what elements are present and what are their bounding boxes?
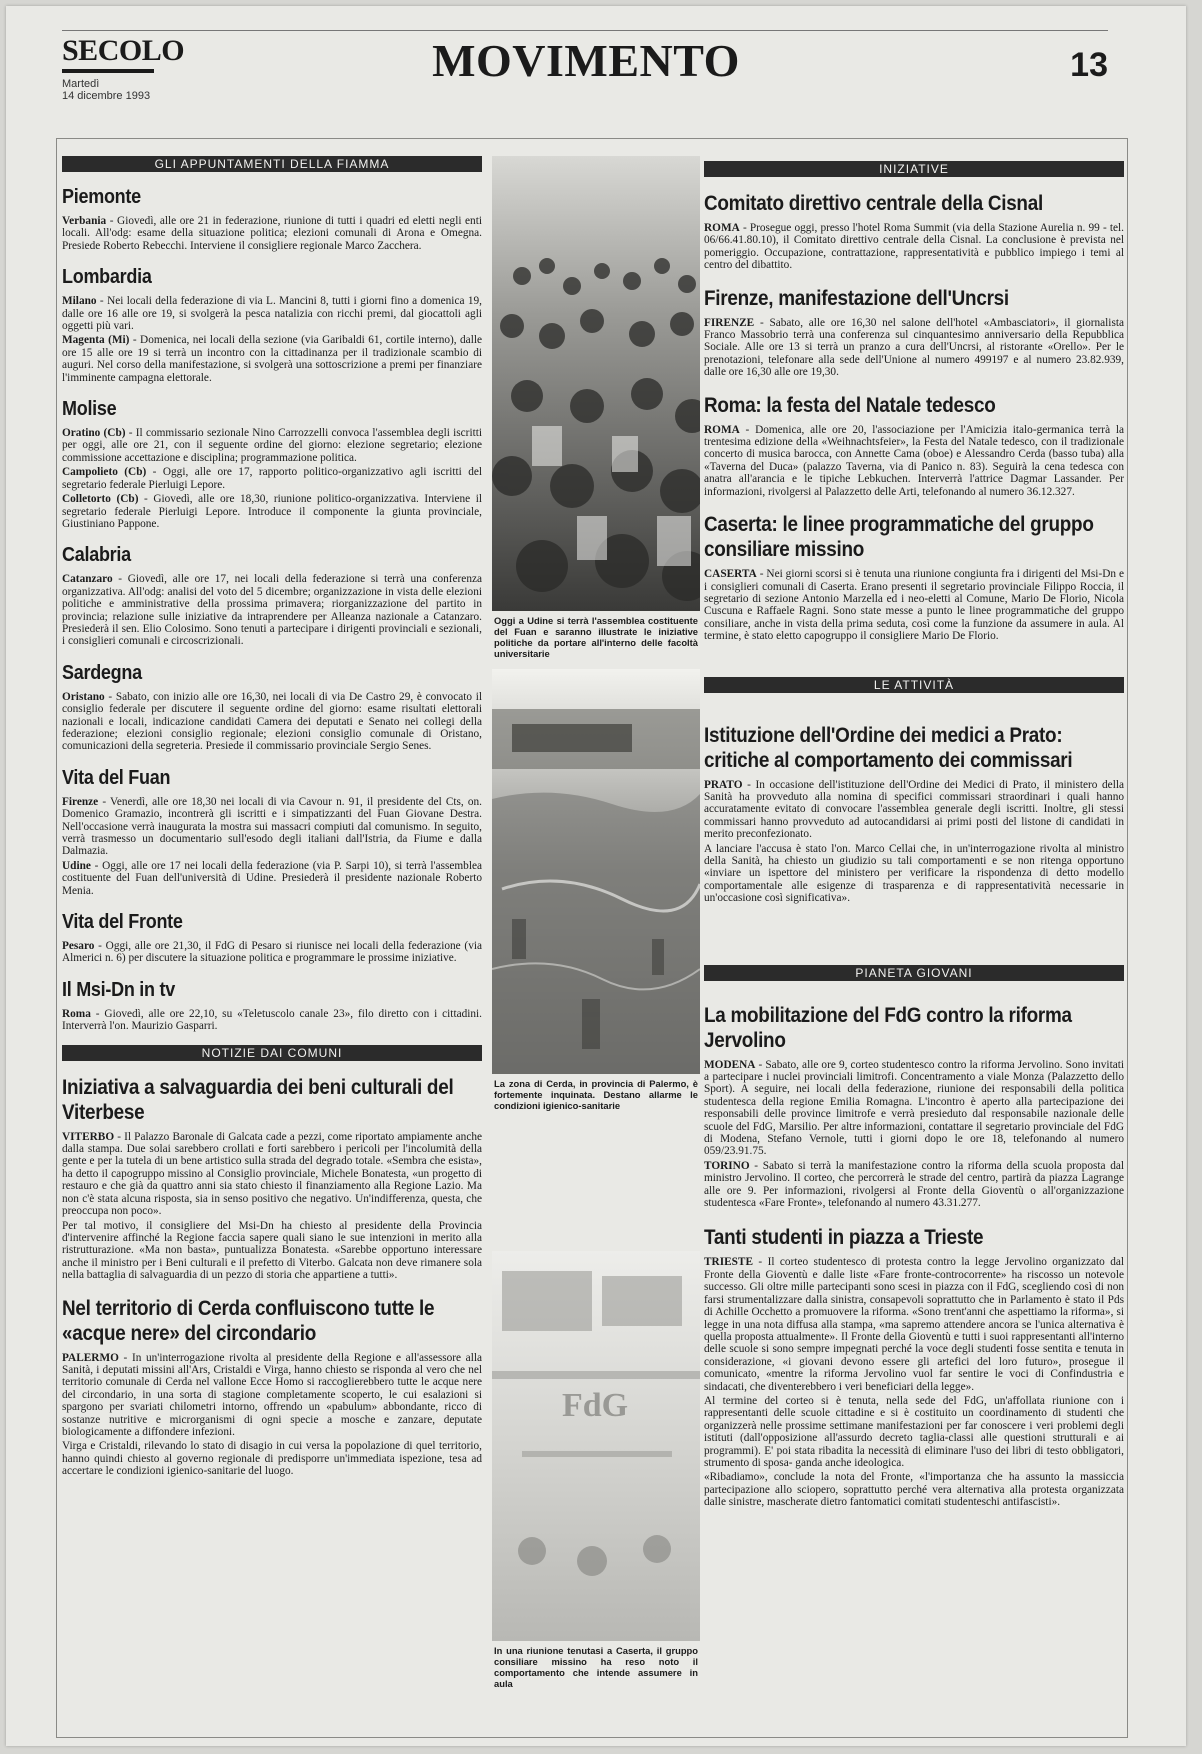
dateline-place: TORINO [704,1159,750,1172]
paragraph [62,1131,482,1218]
newspaper-logo: SECOLO [62,34,185,67]
paragraph [704,843,1124,905]
paragraph-text: - Nei locali della federazione di via L. Mancini 8, tutti i giorni fino a domenica 19, dalle ore 16 alle ore 19, si svolgerà la pesca natalizia con ricchi premi, dal giocattoli agli oggetti più vari. [62,295,482,333]
right-column [704,161,1124,1726]
dateline-place: Udine [62,859,91,872]
section-banner-notizie: NOTIZIE DAI COMUNI [62,1045,482,1061]
paragraph-text: - Venerdì, alle ore 18,30 nei locali di via Cavour n. 91, il presidente del Cts, on. Domenico Gramazio, incontrerà gli iscritti e i simpatizzanti del Fuan Giovane Destra. Nell'occasione verrà inaugurata la mostra sui massacri compiuti dal comunismo. In seguito, verrà trasmesso un documentario sull'esodo degli italiani dall'Istria, da Fiume e dalla Dalmazia. [62,795,482,858]
dateline-place: Colletorto (Cb) [62,493,139,506]
meeting-image [492,1251,700,1641]
photo-caption: Oggi a Udine si terrà l'assemblea costituente del Fuan e saranno illustrate le iniziative politiche da portare all'interno delle facoltà universitarie [494,615,698,659]
page-number: 13 [1070,46,1108,84]
region-heading: Calabria [62,544,131,567]
paragraph-text: - Domenica, nei locali della sezione (via Garibaldi 61, cortile interno), dalle ore 15 alle ore 19 si terrà un incontro con la cittadinanza per il tradizionale scambio di auguri. Nel corso della manifestazione, si svolgerà una sottoscrizione a premi per finanziare l'imminente campagna elettorale. [62,334,482,384]
paragraph-text: - Sabato si terrà la manifestazione contro la riforma della scuola proposta dal ministro Jervolino. Il corteo, che percorrerà le strade del centro, partirà da piazza Lagrange alle ore 9. Per informazioni, rivolgersi al Fronte della Gioventù o all'organizzazione studentesca «Fare Fronte», telefonando al numero 43.31.277. [704,1159,1124,1210]
section-title: MOVIMENTO [432,35,740,86]
dateline-place: PRATO [704,778,743,791]
dateline-place: Catanzaro [62,573,113,586]
section-banner-appuntamenti: GLI APPUNTAMENTI DELLA FIAMMA [62,156,482,172]
region-heading: Vita del Fuan [62,766,171,789]
top-rule [62,30,1108,31]
section-banner-attivita: LE ATTIVITÀ [704,677,1124,693]
paragraph-text: - Prosegue oggi, presso l'hotel Roma Summit (via della Stazione Aurelia n. 99 - tel. 06/66.41.80.10), il Comitato direttivo centrale della Cisnal. La conclusione è prevista nel pomeriggio. Occupazione, contrattazione, rappresentatività e pubblico impiego i temi al centro del dibattito. [704,222,1124,272]
paragraph [704,1160,1124,1210]
paragraph [704,317,1124,379]
fdg-sign-text: FdG [562,1387,629,1424]
paragraph [704,1471,1124,1508]
dateline-place: Oratino (Cb) [62,427,126,440]
region-heading: Il Msi-Dn in tv [62,978,175,1001]
paragraph-text: A lanciare l'accusa è stato l'on. Marco Cellai che, in un'interrogazione rivolta al ministro della Sanità, ha chiesto un giudizio su tali comportamenti e se non ritenga opportuno «inviare un ispettore del ministero per verificare la rispondenza di detto modello comportamentale alle esigenze di trasparenza e di rappresentatività necessarie in un'occasione così significativa». [704,842,1124,905]
newspaper-page [6,6,1186,1746]
dateline-place: ROMA [704,423,740,436]
paragraph [62,466,482,491]
paragraph-text: «Ribadiamo», conclude la nota del Fronte, «l'importanza che ha assunto la massiccia partecipazione allo sciopero, soprattutto perché vera alternativa alla protesta organizzata dalle sinistre, mascherate dietro fantomatici comitati studenteschi antifascisti». [704,1471,1124,1509]
paragraph [62,215,482,252]
date: 14 dicembre 1993 [62,90,151,102]
paragraph [62,427,482,464]
paragraph [62,1352,482,1439]
paragraph-text: - Giovedì, alle ore 17, nei locali della federazione si terrà una conferenza organizzativa. All'odg: analisi del voto del 5 dicembre; organizzazione in vista delle elezioni politiche e amministrative della prossima primavera; riorganizzazione del partito in provincia; relazione sulle iniziative da intraprendere per Alleanza nazionale a Catanzaro. Presiederà il sen. Elio Colosimo. Sono tenuti a partecipare i dirigenti provinciali e sezionali, i consiglieri comunali e circoscrizionali. [62,573,482,648]
paragraph-text: - Sabato, alle ore 9, corteo studentesco contro la riforma Jervolino. Sono invitati a partecipare i nuclei provinciali limitrofi. Concentramento a viale Monza (Palazzetto dello Sport). A seguire, nei locali della federazione, riunione dei responsabili della politica studentesca della regione Emilia Romagna. L'incontro è aperto alla partecipazione dei responsabili delle province limitrofe e verrà presieduto dal responsabile nazionale delle scuole del FdG, Marsilio. Per altre informazioni, contattare il segretario provinciale del FdG di Modena, Stefano Vernole, tutti i giorni dopo le ore 18, telefonando al numero 059/23.91.75. [704,1058,1124,1158]
article-body [704,1256,1124,1508]
dateline-place: Campolieto (Cb) [62,466,147,479]
paragraph [704,568,1124,642]
paragraph-text: Virga e Cristaldi, rilevando lo stato di disagio in cui versa la popolazione di quel territorio, hanno quindi chiesto al governo regionale di predisporre un'immediata ispezione, tesa ad accertare le condizioni igienico-sanitarie del luogo. [62,1440,482,1478]
dateline-place: PALERMO [62,1351,119,1364]
paragraph [704,1256,1124,1392]
article-headline: Caserta: le linee programmatiche del gruppo consiliare missino [704,513,1094,562]
section-banner-pianeta-giovani: PIANETA GIOVANI [704,965,1124,981]
article-body [62,1131,482,1282]
article-headline: Firenze, manifestazione dell'Uncrsi [704,286,1009,310]
dateline [62,78,150,102]
paragraph-text: - Sabato, con inizio alle ore 16,30, nei locali di via De Castro 29, è convocato il consiglio federale per discutere il seguente ordine del giorno: esame risultati elettorali nazionali e locali, indicazione candidati Camera dei deputati e Senato nei collegi della federazione; elezioni consiglio regionale; elezioni consiglio comunale di Oristano, comunicazioni della segreteria. Presiede il commissario provinciale Sergio Senes. [62,690,482,753]
paragraph [704,1395,1124,1469]
paragraph [62,940,482,965]
region-heading: Lombardia [62,266,152,289]
photo-caption: In una riunione tenutasi a Caserta, il gruppo consiliare missino ha reso noto il comportamento che intende assumere in aula [494,1645,698,1689]
paragraph-text: - Oggi, alle ore 17 nei locali della federazione (via P. Sarpi 10), si terrà l'assemblea costituente del Fuan dell'università di Udine. Presiederà il presidente nazionale Roberto Menia. [62,859,482,897]
dateline-place: ROMA [704,222,740,234]
iniziative-articles [704,191,1124,643]
region-heading: Piemonte [62,186,141,208]
paragraph [62,295,482,332]
paragraph-text: Per tal motivo, il consigliere del Msi-Dn ha chiesto al presidente della Provincia d'intervenire affinché la Regione faccia sapere quali siano le sue intenzioni in merito alla ristrutturazione. «Ma non basta», puntualizza Bonatesta. «Sarebbe opportuno interessare anche il ministro per i Beni culturali e il prefetto di Viterbo. Galcata non deve rimanere sola nella battaglia di salvaguardia di un pezzo di storia che appartiene a tutti». [62,1219,482,1282]
dateline-place: FIRENZE [704,316,755,329]
article-headline: Iniziativa a salvaguardia dei beni culturali del Viterbese [62,1075,454,1124]
photo-crowd [492,156,700,659]
dateline-place: Firenze [62,795,99,808]
paragraph-text: - Oggi, alle ore 21,30, il FdG di Pesaro si riunisce nei locali della federazione (via Almerici n. 6) per discutere la situazione politica e programmare le prossime iniziative. [62,940,482,965]
dateline-place: TRIESTE [704,1256,753,1269]
paragraph [62,796,482,858]
paragraph [62,1220,482,1282]
article-headline: La mobilitazione del FdG contro la riforma Jervolino [704,1003,1072,1052]
article-headline: Nel territorio di Cerda confluiscono tutte le «acque nere» del circondario [62,1296,435,1345]
paragraph-text: - In un'interrogazione rivolta al presidente della Regione e all'assessore alla Sanità, i deputati missini all'Ars, Cristaldi e Virga, hanno chiesto se risponda al vero che nel territorio comunale di Cerda nel vallone Ecce Homo si raccoglierebbero tutte le acque nere del circondario, in una sorta di stagione completamente scoperto, le cui esalazioni si spargono per svariati chilometri intorno, offrendo un «pabulum» abbondante, ricco di sostanze nutritive e microrganismi di ogni specie a mosche e zanzare, deputate biologicamente a diffondere infezioni. [62,1351,482,1438]
paragraph [62,860,482,897]
paragraph-text: Al termine del corteo si è tenuta, nella sede del FdG, un'affollata riunione con i rappresentanti delle scuole cittadine e si è costituito un coordinamento di studenti che organizzerà nelle prossime settimane manifestazioni per far conoscere i veri problemi degli istituti (dall'opposizione all'assurdo decreto taglia-classi alle questioni strutturali e ai programmi). E' poi stata ribadita la necessità di eliminare l'uso dei libri di testo obbligatori, strumento di sposa- ganda anche ideologica. [704,1394,1124,1469]
dateline-place: Verbania [62,215,107,227]
dateline-place: Magenta (Mi) [62,334,130,347]
dateline-place: Oristano [62,690,105,703]
article-body [62,1352,482,1478]
paragraph-text: - Il commissario sezionale Nino Carrozzelli convoca l'assemblea degli iscritti per oggi, alle ore 21, con il seguente ordine del giorno: elezione segretario; elezione commissione accettazione e disciplina; programmazione politica. [62,427,482,464]
paragraph-text: - Giovedì, alle ore 21 in federazione, riunione di tutti i quadri ed eletti negli enti locali. All'odg: esame della situazione politica; elezioni comunali di Arona e Omegna. Presiede Roberto Rebecchi. Interviene il consigliere regionale Marco Zacchera. [62,215,482,252]
dateline-place: Pesaro [62,940,95,953]
article-body [704,779,1124,905]
dateline-place: CASERTA [704,568,757,581]
section-banner-iniziative: INIZIATIVE [704,161,1124,177]
paragraph [704,1059,1124,1158]
paragraph-text: - Il corteo studentesco di protesta contro la legge Jervolino organizzato dal Fronte della Gioventù e dalle liste «Fare fronte-controcorrente» ha riscosso un notevole successo. Gli oltre mille partecipanti sono scesi in piazza con il FdG, scegliendo così di non farsi strumentalizzare dalla sinistra, consapevoli soprattutto che in Parlamento è stato il Pds di Achille Occhetto a promuovere la riforma. «Sono trent'anni che aspettiamo la riforma», si legge in una nota diffusa alla stampa, «ma sapremo attendere ancora se l'unica alternativa è quella proposta attualmente». Il Fronte della Gioventù e tutti i suoi rappresentanti all'interno delle scuole si sono sempre impegnati perché la voce degli studenti fosse sentita e tenuta in considerazione, «i giovani devono essere gli artefici del loro futuro», prosegue il comunicato, «mentre la riforma Jervolino vuol far sentire le voci di Confindustria e sindacati, che diventerebbero i veri beneficiari della legge». [704,1256,1124,1393]
dateline-place: VITERBO [62,1130,115,1143]
paragraph-text: - In occasione dell'istituzione dell'Ordine dei Medici di Prato, il ministero della Sanità ha provveduto alla nomina di specifici commissari straordinari i quali hanno accuratamente evitato di convocare l'assemblea generale degli iscritti. Inoltre, gli stessi commissari hanno provveduto ad autocandidarsi ai primi posti del listone di candidati in merito preconfezionato. [704,778,1124,841]
photo-polluted-area [492,669,700,1111]
paragraph-text: - Nei giorni scorsi si è tenuta una riunione congiunta fra i dirigenti del Msi-Dn e i consiglieri comunali di Caserta. Erano presenti il segretario provinciale Filippo Roccia, il segretario di sezione Antonio Marzella ed i neo-eletti al Comune, Mario De Florio, Nicola Cuscuna e Raffaele Ragni. Sono state messe a punto le linee programmatiche del gruppo consiliare, anche in vista della prima seduta, così come la funzione da assumere in aula. Al termine, è stato eletto capogruppo il consigliere Mario De Florio. [704,568,1124,643]
paragraph-text: - Giovedì, alle ore 18,30, riunione politico-organizzativa. Interviene il segretario federale Pierluigi Lepore. Introduce il componente la giunta provinciale, Giustiniano Pappone. [62,493,482,530]
article-headline: Roma: la festa del Natale tedesco [704,393,996,417]
region-heading: Molise [62,398,117,421]
masthead [6,6,1186,126]
paragraph [62,1008,482,1033]
landscape-image [492,669,700,1074]
paragraph [62,493,482,530]
region-heading: Sardegna [62,661,142,684]
paragraph-text: - Oggi, alle ore 17, rapporto politico-organizzativo agli iscritti del segretario federale Pierluigi Lepore. [62,466,482,491]
paragraph-text: - Domenica, alle ore 20, l'associazione per l'Amicizia italo-germanica terrà la trentesima edizione della «Weihnachtsfeier», la Festa del Natale tedesco, con il tradizionale concerto di musica barocca, con Annette Cama (oboe) e Alessandro Cerda (basso tuba) alla «Taverna del Duca» (palazzo Taverna, via di Panico n. 83). Seguirà la cena tedesca con anatra all'arancia e le tipiche Lebkuchen. Interverrà l'attrice Dagmar Lassander. Per informazioni, rivolgersi al Palazzetto delle Arti, telefonando al numero 36.12.327. [704,423,1124,498]
left-column [62,156,482,1706]
paragraph [704,424,1124,498]
paragraph [704,222,1124,272]
paragraph [62,1440,482,1477]
dateline-place: Milano [62,295,97,308]
paragraph-text: - Sabato, alle ore 16,30 nel salone dell'hotel «Ambasciatori», il giornalista Franco Massobrio terrà una conferenza sul cinquantesimo anniversario della Repubblica Sociale. Alle ore 13 si terrà un pranzo a cura dell'Uncrsi, al ristorante «Orello». Per le prenotazioni, telefonare alla sede dell'Unione al numero 499197 e al numero 23.82.939, dalle ore 16,30 alle ore 19,30. [704,316,1124,379]
paragraph [62,573,482,647]
paragraph [62,691,482,753]
paragraph-text: - Giovedì, alle ore 22,10, su «Teletuscolo canale 23», filo diretto con i cittadini. Interverrà l'on. Maurizio Gasparri. [62,1007,482,1033]
photo-column [490,156,706,1731]
article-headline: Comitato direttivo centrale della Cisnal [704,192,1043,215]
article-headline: Tanti studenti in piazza a Trieste [704,1226,984,1250]
regions-list [62,186,482,1033]
paragraph [704,779,1124,841]
dateline-place: MODENA [704,1058,756,1071]
dateline-place: Roma [62,1007,91,1020]
paragraph [62,334,482,384]
crowd-image [492,156,700,611]
photo-meeting [492,1251,700,1689]
article-headline: Istituzione dell'Ordine dei medici a Prato: critiche al comportamento dei commissari [704,723,1073,772]
article-body [704,1059,1124,1210]
logo-rule [62,69,154,73]
region-heading: Vita del Fronte [62,911,183,934]
weekday: Martedì [62,78,100,90]
photo-caption: La zona di Cerda, in provincia di Palermo, è fortemente inquinata. Destano allarme le condizioni igienico-sanitarie [494,1078,698,1111]
paragraph-text: - Il Palazzo Baronale di Galcata cade a pezzi, come riportato ampiamente anche dalla stampa. Due solai sarebbero crollati e forti sarebbero i pericoli per l'incolumità della gente e per la tutela di un bene artistico sulla strada del degrado totale. «Sembra che esista», ha detto il capogruppo missino al Consiglio provinciale, Michele Bonatesta, «un progetto di restauro e che già da quattro anni sia stato chiesto il finanziamento alla Regione Lazio. Ma non c'è stata alcuna risposta, sia in senso positivo che negativo. Un'indifferenza, questa, che preoccupa non poco». [62,1130,482,1218]
